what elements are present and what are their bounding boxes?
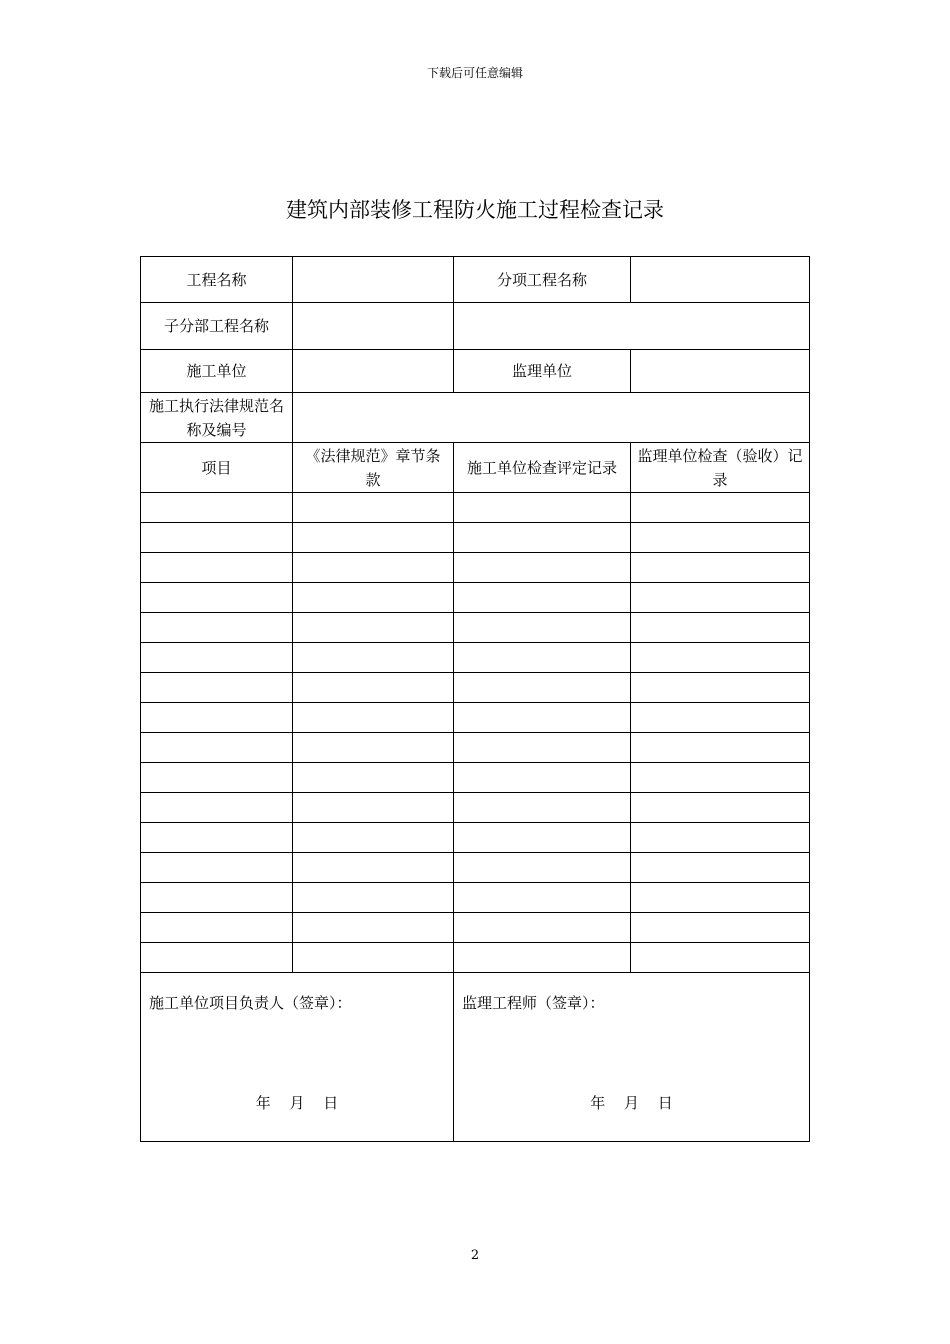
item-cell[interactable] — [141, 763, 293, 793]
column-header-clause: 《法律规范》章节条款 — [293, 443, 454, 493]
supervisor-field[interactable] — [631, 350, 810, 393]
signature-row — [141, 973, 810, 1142]
sub-division-label: 子分部工程名称 — [141, 303, 293, 350]
item-cell[interactable] — [141, 823, 293, 853]
sub-division-field-right[interactable] — [454, 303, 810, 350]
contractor-record-cell[interactable] — [454, 763, 631, 793]
clause-cell[interactable] — [293, 643, 454, 673]
record-row — [141, 583, 810, 613]
inspection-record-form — [140, 256, 810, 1142]
item-cell[interactable] — [141, 853, 293, 883]
supervisor-signature-cell[interactable] — [454, 973, 810, 1142]
contractor-record-cell[interactable] — [454, 823, 631, 853]
item-cell[interactable] — [141, 733, 293, 763]
supervisor-record-cell[interactable] — [631, 793, 810, 823]
supervisor-record-cell[interactable] — [631, 883, 810, 913]
supervisor-record-cell[interactable] — [631, 853, 810, 883]
contractor-record-cell[interactable] — [454, 583, 631, 613]
contractor-record-cell[interactable] — [454, 673, 631, 703]
column-header-item: 项目 — [141, 443, 293, 493]
date-month-label: 月 — [623, 1094, 639, 1112]
supervisor-signature-label: 监理工程师（签章）： — [462, 994, 605, 1012]
contractor-record-cell[interactable] — [454, 613, 631, 643]
contractor-record-cell[interactable] — [454, 793, 631, 823]
contractor-label: 施工单位 — [141, 350, 293, 393]
supervisor-record-cell[interactable] — [631, 943, 810, 973]
supervisor-label: 监理单位 — [454, 350, 631, 393]
record-row — [141, 913, 810, 943]
contractor-record-cell[interactable] — [454, 493, 631, 523]
record-row — [141, 733, 810, 763]
date-year-label: 年 — [590, 1094, 606, 1112]
record-row — [141, 823, 810, 853]
item-cell[interactable] — [141, 553, 293, 583]
column-header-supervisor-record: 监理单位检查（验收）记录 — [631, 443, 810, 493]
contractor-signature-cell[interactable] — [141, 973, 454, 1142]
standards-field[interactable] — [293, 393, 810, 443]
item-cell[interactable] — [141, 493, 293, 523]
contractor-record-cell[interactable] — [454, 853, 631, 883]
record-row — [141, 763, 810, 793]
record-row — [141, 943, 810, 973]
page-number: 2 — [470, 1248, 480, 1263]
clause-cell[interactable] — [293, 793, 454, 823]
record-row — [141, 793, 810, 823]
supervisor-record-cell[interactable] — [631, 583, 810, 613]
item-cell[interactable] — [141, 673, 293, 703]
supervisor-record-cell[interactable] — [631, 493, 810, 523]
project-name-label: 工程名称 — [141, 257, 293, 303]
supervisor-record-cell[interactable] — [631, 613, 810, 643]
contractor-signature-label: 施工单位项目负责人（签章）： — [149, 994, 352, 1012]
supervisor-record-cell[interactable] — [631, 763, 810, 793]
date-day-label: 日 — [657, 1094, 673, 1112]
form-row-project — [141, 257, 810, 303]
clause-cell[interactable] — [293, 763, 454, 793]
contractor-field[interactable] — [293, 350, 454, 393]
subitem-name-field[interactable] — [631, 257, 810, 303]
item-cell[interactable] — [141, 943, 293, 973]
contractor-record-cell[interactable] — [454, 883, 631, 913]
item-cell[interactable] — [141, 613, 293, 643]
record-row — [141, 493, 810, 523]
item-cell[interactable] — [141, 793, 293, 823]
date-year-label: 年 — [255, 1094, 271, 1112]
contractor-record-cell[interactable] — [454, 523, 631, 553]
record-row — [141, 703, 810, 733]
clause-cell[interactable] — [293, 523, 454, 553]
page-title: 建筑内部装修工程防火施工过程检查记录 — [286, 198, 664, 222]
supervisor-signature-date — [454, 1091, 809, 1115]
form-row-sub-division — [141, 303, 810, 350]
clause-cell[interactable] — [293, 883, 454, 913]
clause-cell[interactable] — [293, 673, 454, 703]
record-row — [141, 643, 810, 673]
record-row — [141, 613, 810, 643]
project-name-field[interactable] — [293, 257, 454, 303]
clause-cell[interactable] — [293, 733, 454, 763]
subitem-name-label: 分项工程名称 — [454, 257, 631, 303]
clause-cell[interactable] — [293, 553, 454, 583]
sub-division-field-left[interactable] — [293, 303, 454, 350]
supervisor-record-cell[interactable] — [631, 553, 810, 583]
item-cell[interactable] — [141, 913, 293, 943]
clause-cell[interactable] — [293, 853, 454, 883]
item-cell[interactable] — [141, 523, 293, 553]
item-cell[interactable] — [141, 703, 293, 733]
clause-cell[interactable] — [293, 943, 454, 973]
item-cell[interactable] — [141, 883, 293, 913]
clause-cell[interactable] — [293, 823, 454, 853]
standards-label: 施工执行法律规范名称及编号 — [141, 393, 293, 443]
supervisor-record-cell[interactable] — [631, 673, 810, 703]
contractor-record-cell[interactable] — [454, 913, 631, 943]
supervisor-record-cell[interactable] — [631, 733, 810, 763]
contractor-record-cell[interactable] — [454, 553, 631, 583]
record-row — [141, 883, 810, 913]
supervisor-record-cell[interactable] — [631, 523, 810, 553]
clause-cell[interactable] — [293, 913, 454, 943]
column-header-contractor-record: 施工单位检查评定记录 — [454, 443, 631, 493]
clause-cell[interactable] — [293, 583, 454, 613]
record-row — [141, 853, 810, 883]
supervisor-record-cell[interactable] — [631, 823, 810, 853]
contractor-record-cell[interactable] — [454, 643, 631, 673]
date-month-label: 月 — [289, 1094, 305, 1112]
contractor-record-cell[interactable] — [454, 943, 631, 973]
clause-cell[interactable] — [293, 613, 454, 643]
supervisor-record-cell[interactable] — [631, 913, 810, 943]
record-row — [141, 523, 810, 553]
item-cell[interactable] — [141, 583, 293, 613]
record-row — [141, 553, 810, 583]
contractor-signature-date — [141, 1091, 453, 1115]
form-row-standards — [141, 393, 810, 443]
item-cell[interactable] — [141, 643, 293, 673]
supervisor-record-cell[interactable] — [631, 703, 810, 733]
header-note: 下载后可任意编辑 — [426, 66, 523, 80]
date-day-label: 日 — [323, 1094, 339, 1112]
contractor-record-cell[interactable] — [454, 703, 631, 733]
clause-cell[interactable] — [293, 493, 454, 523]
form-column-headers — [141, 443, 810, 493]
supervisor-record-cell[interactable] — [631, 643, 810, 673]
form-row-units — [141, 350, 810, 393]
contractor-record-cell[interactable] — [454, 733, 631, 763]
clause-cell[interactable] — [293, 703, 454, 733]
record-row — [141, 673, 810, 703]
